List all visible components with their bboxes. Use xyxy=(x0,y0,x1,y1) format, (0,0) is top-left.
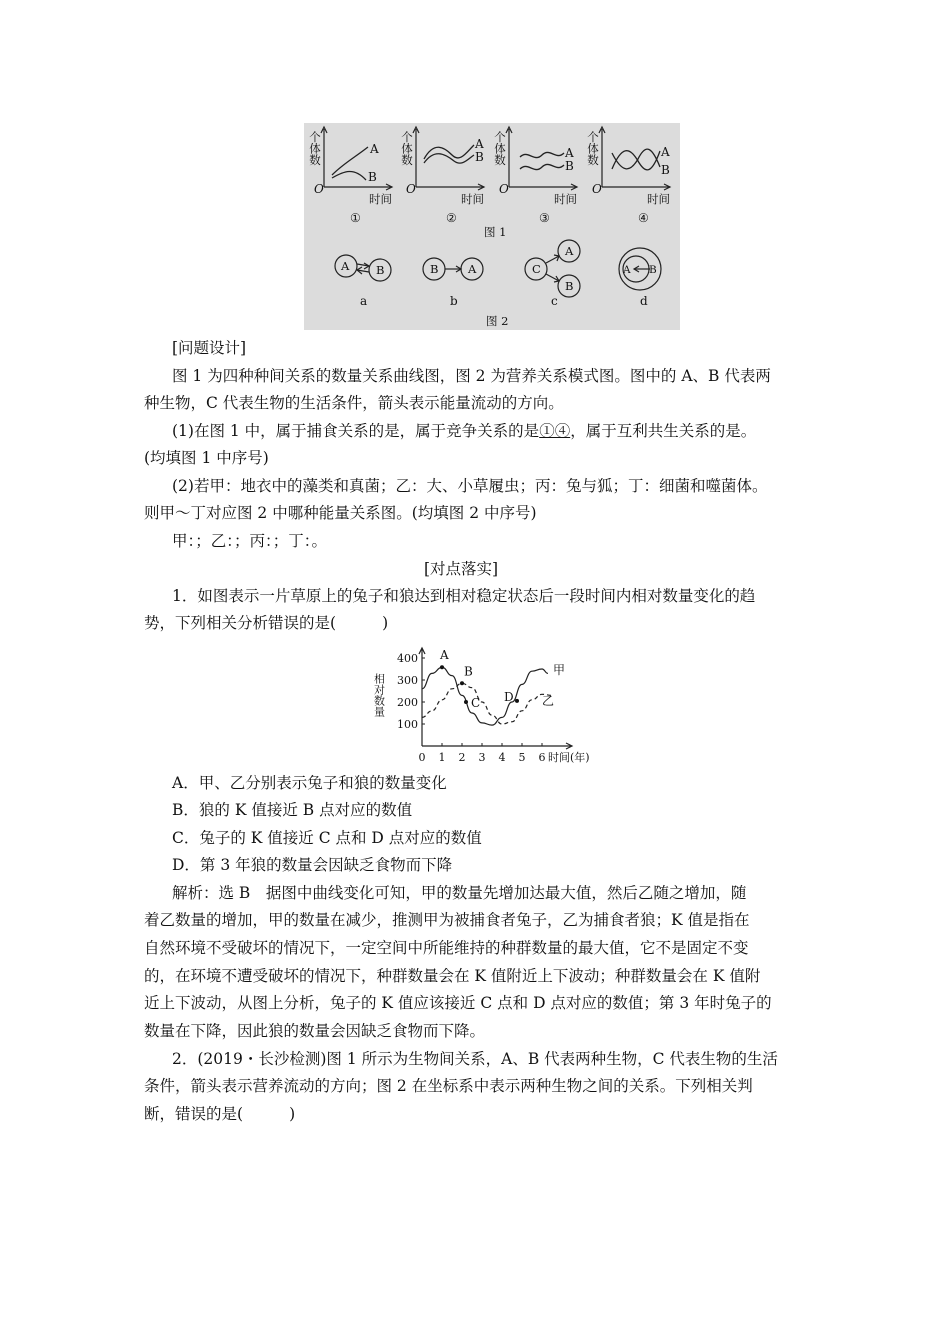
fig1-label-b-1: B xyxy=(368,170,377,184)
question1-text: (1)在图 1 中，属于捕食关系的是，属于竞争关系的是 xyxy=(172,422,540,440)
exercise1-stem: 势，下列相关分析错误的是( xyxy=(144,614,337,632)
fig1-panel-num-2: ② xyxy=(446,211,457,225)
question2-line2: 则甲～丁对应图 2 中哪种能量关系图。(均填图 2 中序号) xyxy=(144,504,537,522)
y-tick-label: 200 xyxy=(397,696,418,709)
fig1-label-a-2: A xyxy=(475,137,484,151)
option-c: C．兔子的 K 值接近 C 点和 D 点对应的数值 xyxy=(172,829,482,847)
fig1-label-a-1: A xyxy=(370,142,379,156)
fig2-panel-a: a xyxy=(360,294,368,308)
analysis-line-2: 着乙数量的增加，甲的数量在减少，推测甲为被捕食者兔子，乙为捕食者狼；K 值是指在 xyxy=(144,911,750,929)
fig1-panel-2 xyxy=(413,127,484,190)
point-d xyxy=(515,699,519,703)
question1-line1 xyxy=(172,421,756,441)
y-tick-label: 100 xyxy=(397,718,418,731)
fig1-axis-x-2: 时间 xyxy=(461,192,484,206)
exercise2-line1: 2．(2019・长沙检测)图 1 所示为生物间关系，A、B 代表两种生物，C 代表生物的生活 xyxy=(172,1050,778,1068)
x-tick-label: 3 xyxy=(478,751,486,764)
fig2-node-b-2: B xyxy=(430,262,439,276)
fig2-node-c-3: C xyxy=(532,262,541,276)
fig1-caption: 图 1 xyxy=(484,225,507,239)
fig1-label-b-2: B xyxy=(475,150,484,164)
point-label-a: A xyxy=(440,648,449,663)
fig1-panel-num-3: ③ xyxy=(539,211,550,225)
question1-text-end: ，属于互利共生关系的是。 xyxy=(570,422,757,440)
x-tick-label: 0 xyxy=(418,751,426,764)
point-label-d: D xyxy=(504,689,514,704)
fig1-axis-y-2: 个体数 xyxy=(400,131,414,166)
series-line-2 xyxy=(422,683,555,724)
fig1-panel-num-4: ④ xyxy=(638,211,649,225)
x-tick-label: 5 xyxy=(518,751,526,764)
exercise2-stem: 断，错误的是( xyxy=(144,1105,244,1123)
section1-paragraph-line1: 图 1 为四种种间关系的数量关系曲线图，图 2 为营养关系模式图。图中的 A、B 代表两 xyxy=(172,367,771,385)
fig2-panel-c: c xyxy=(551,294,558,308)
point-b xyxy=(460,681,464,685)
fig1-axis-x-1: 时间 xyxy=(369,192,392,206)
fig1-origin-4: O xyxy=(592,182,602,196)
fig1-panel-4 xyxy=(599,127,670,190)
figure-box xyxy=(304,123,680,330)
fig2-node-a-3: A xyxy=(565,244,574,258)
fig2-panel-d: d xyxy=(640,294,648,308)
fig1-origin-2: O xyxy=(406,182,416,196)
fig2-node-a-4: A xyxy=(623,264,631,276)
fig1-axis-y-3: 个体数 xyxy=(493,131,507,166)
fig2-node-a-2: A xyxy=(468,262,477,276)
exercise1-paren-close: ) xyxy=(382,614,389,632)
point-label-c: C xyxy=(471,696,481,710)
x-tick-label: 4 xyxy=(498,751,506,764)
fig2-node-b-1: B xyxy=(376,263,385,277)
question1-line2: (均填图 1 中序号) xyxy=(144,449,269,467)
fig1-axis-x-4: 时间 xyxy=(647,192,670,206)
fig2-node-b-4: B xyxy=(649,264,657,276)
fig1-origin-1: O xyxy=(314,182,324,196)
question2-line1: (2)若甲：地衣中的藻类和真菌；乙：大、小草履虫；丙：兔与狐；丁：细菌和噬菌体。 xyxy=(172,477,768,495)
fig1-label-a-3: A xyxy=(565,146,574,160)
exercise1-line2 xyxy=(144,613,388,633)
option-b: B．狼的 K 值接近 B 点对应的数值 xyxy=(172,801,413,819)
fig1-panel-1 xyxy=(321,127,392,190)
fig1-panel-num-1: ① xyxy=(350,211,361,225)
fig2-panel-b: b xyxy=(450,294,458,308)
fig2-node-a-1: A xyxy=(341,259,350,273)
point-c xyxy=(464,700,468,704)
analysis-line-4: 的，在环境不遭受破坏的情况下，种群数量会在 K 值附近上下波动；种群数量会在 K 值附 xyxy=(144,967,761,985)
x-tick-label: 1 xyxy=(438,751,446,764)
fig1-origin-3: O xyxy=(499,182,509,196)
series-label-1: 甲 xyxy=(553,663,566,678)
x-axis-label: 时间(年) xyxy=(548,751,590,764)
x-tick-label: 2 xyxy=(458,751,466,764)
series-label-2: 乙 xyxy=(542,693,555,708)
question2-answers: 甲：；乙：；丙：；丁：。 xyxy=(172,532,328,550)
option-a: A．甲、乙分别表示兔子和狼的数量变化 xyxy=(172,774,447,792)
relationship-figures xyxy=(304,123,680,330)
x-tick-label: 6 xyxy=(538,751,546,764)
exercise2-line3 xyxy=(144,1104,295,1124)
point-a xyxy=(440,665,444,669)
fig2-caption: 图 2 xyxy=(486,314,509,328)
section1-heading: [问题设计] xyxy=(172,339,247,357)
fig1-axis-x-3: 时间 xyxy=(554,192,577,206)
analysis-line-1: 解析：选 B 据图中曲线变化可知，甲的数量先增加达最大值，然后乙随之增加，随 xyxy=(172,884,747,902)
question1-answer: ①④ xyxy=(539,422,571,440)
population-chart xyxy=(365,645,605,767)
y-axis-label: 相对数量 xyxy=(372,673,386,717)
analysis-line-3: 自然环境不受破坏的情况下，一定空间中所能维持的种群数量的最大值，它不是固定不变 xyxy=(144,939,749,957)
section1-paragraph-line2: 种生物，C 代表生物的生活条件，箭头表示能量流动的方向。 xyxy=(144,394,564,412)
exercise2-paren-close: ) xyxy=(289,1105,296,1123)
fig1-axis-y-4: 个体数 xyxy=(586,131,600,166)
fig1-axis-y-1: 个体数 xyxy=(308,131,322,166)
exercise1-line1: 1．如图表示一片草原上的兔子和狼达到相对稳定状态后一段时间内相对数量变化的趋 xyxy=(172,587,756,605)
series-line-1 xyxy=(422,667,548,725)
fig1-label-b-3: B xyxy=(565,159,574,173)
y-tick-label: 300 xyxy=(397,674,418,687)
y-tick-label: 400 xyxy=(397,652,418,665)
fig1-label-a-4: A xyxy=(661,145,670,159)
analysis-line-5: 近上下波动，从图上分析，兔子的 K 值应该接近 C 点和 D 点对应的数值；第 3 年时兔子的 xyxy=(144,994,772,1012)
point-label-b: B xyxy=(464,664,473,679)
analysis-line-6: 数量在下降，因此狼的数量会因缺乏食物而下降。 xyxy=(144,1022,486,1040)
exercise2-line2: 条件，箭头表示营养流动的方向；图 2 在坐标系中表示两种生物之间的关系。下列相关判 xyxy=(144,1077,753,1095)
fig1-label-b-4: B xyxy=(661,163,670,177)
option-d: D．第 3 年狼的数量会因缺乏食物而下降 xyxy=(172,856,453,874)
section2-heading: [对点落实] xyxy=(424,560,499,578)
fig2-node-b-3: B xyxy=(565,279,574,293)
